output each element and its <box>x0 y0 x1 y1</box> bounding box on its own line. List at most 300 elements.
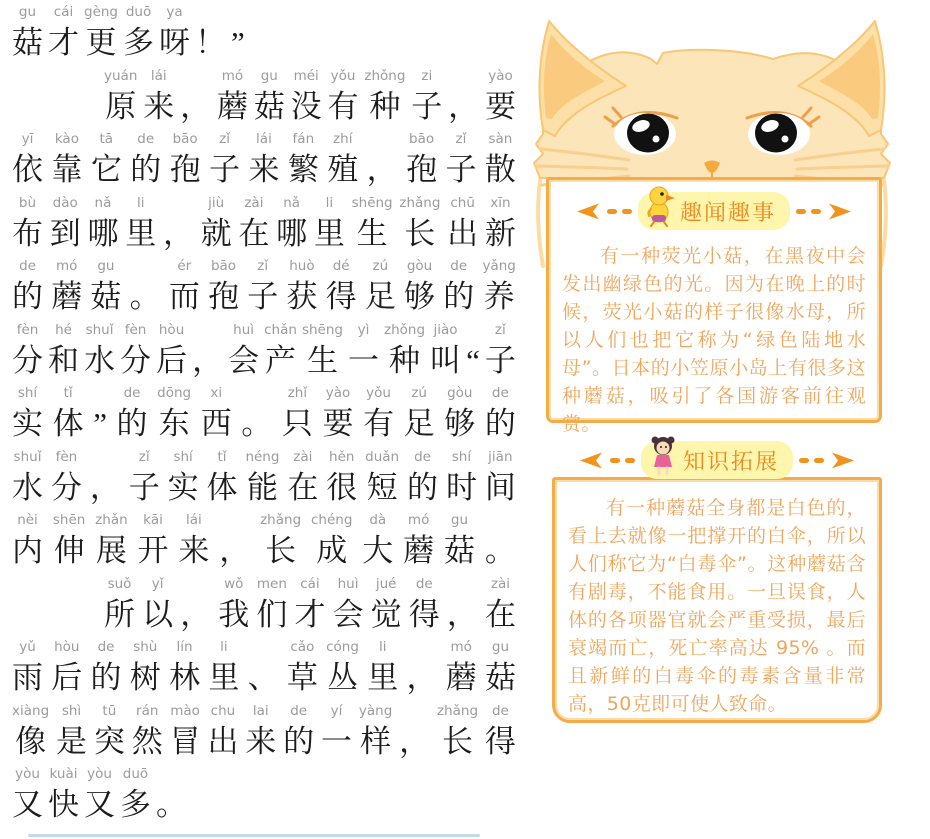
ruby-unit <box>443 257 474 317</box>
pinyin-syllable: zhǒng <box>364 67 406 84</box>
hanzi-char: 生 <box>306 342 338 378</box>
text-line <box>12 194 516 258</box>
pinyin-syllable: tǐ <box>63 385 73 401</box>
text-line <box>12 321 516 385</box>
pinyin-syllable: li <box>325 194 334 211</box>
ruby-unit <box>362 511 393 571</box>
hanzi-char: ” <box>93 406 107 441</box>
pinyin-syllable: yuán <box>104 67 138 84</box>
text-line <box>12 448 516 512</box>
pinyin-syllable: shēng <box>301 321 343 338</box>
hanzi-char: 内 <box>12 533 43 568</box>
ruby-unit <box>130 130 161 190</box>
ruby-unit <box>142 575 173 635</box>
pinyin-syllable: cái <box>300 575 320 592</box>
ruby-unit <box>485 638 516 698</box>
pinyin-syllable: de <box>491 702 509 719</box>
ruby-unit <box>287 448 318 508</box>
ruby-unit <box>286 257 317 317</box>
hanzi-char: 只 <box>281 406 313 441</box>
hanzi-char: 又 <box>12 787 43 822</box>
pinyin-syllable: dào <box>52 194 78 211</box>
ruby-unit <box>364 67 405 127</box>
pinyin-syllable: chǎn <box>264 321 297 338</box>
ruby-unit <box>404 384 435 444</box>
text-line <box>12 67 516 131</box>
pinyin-syllable: chu <box>210 702 236 719</box>
hanzi-char: 长 <box>265 533 297 568</box>
pinyin-syllable: yào <box>488 67 513 84</box>
hanzi-char: 所 <box>104 596 135 632</box>
pinyin-syllable: yǔ <box>19 639 36 655</box>
hanzi-char: 林 <box>169 660 201 695</box>
text-line <box>12 638 516 702</box>
hanzi-char: 里 <box>208 660 240 695</box>
hanzi-char: 获 <box>286 279 318 314</box>
hanzi-char: 成 <box>316 533 348 568</box>
pinyin-syllable: yào <box>325 385 351 401</box>
ruby-unit <box>169 638 200 698</box>
hanzi-char: 得 <box>484 723 516 759</box>
pinyin-syllable: zhǒng <box>384 321 426 338</box>
ruby-unit <box>156 765 187 825</box>
pinyin-syllable: de <box>97 639 115 655</box>
hanzi-char: 够 <box>444 406 476 441</box>
ruby-unit <box>180 67 211 127</box>
ruby-unit <box>12 702 49 762</box>
ruby-unit <box>51 130 82 190</box>
hanzi-char: 繁 <box>287 152 319 187</box>
hanzi-char: 快 <box>48 787 79 822</box>
ruby-unit <box>363 384 394 444</box>
text-line <box>12 384 516 448</box>
pinyin-syllable: lái <box>185 512 202 528</box>
hanzi-char: 多 <box>123 25 155 60</box>
hanzi-char: 西 <box>200 406 232 441</box>
hanzi-char: 殖 <box>327 152 359 187</box>
ruby-unit <box>448 67 479 127</box>
pinyin-syllable: zhǎng <box>436 702 479 719</box>
dash-icon <box>799 458 809 463</box>
hanzi-char: 又 <box>84 787 115 822</box>
pinyin-syllable: dōng <box>157 385 192 401</box>
pinyin-syllable: shí <box>451 448 472 465</box>
pinyin-syllable: néng <box>245 448 280 465</box>
pinyin-syllable: huò <box>289 258 315 274</box>
ruby-unit <box>248 638 279 698</box>
hanzi-char: 我 <box>218 596 250 632</box>
ruby-unit <box>311 511 352 571</box>
pinyin-syllable: zhí <box>333 131 353 147</box>
ruby-unit <box>209 130 240 190</box>
ruby-unit <box>48 765 79 825</box>
hanzi-char: 样 <box>360 723 392 759</box>
pinyin-syllable: dà <box>369 512 387 528</box>
hanzi-char: 多 <box>120 787 151 822</box>
hanzi-char: 蘑 <box>216 88 248 124</box>
hanzi-char: 子 <box>247 279 279 314</box>
pinyin-syllable: nǎ <box>94 194 112 211</box>
ruby-unit <box>283 702 314 762</box>
pinyin-syllable: jiù <box>208 194 225 211</box>
hanzi-char: 以 <box>142 596 174 632</box>
pinyin-syllable: gòu <box>447 385 473 401</box>
hanzi-char: 菇 <box>253 88 285 124</box>
ruby-unit <box>157 384 191 444</box>
pinyin-syllable: kào <box>54 131 79 147</box>
pinyin-syllable: lái <box>256 131 272 147</box>
hanzi-char: 才 <box>48 25 79 60</box>
pinyin-syllable: zhǐ <box>287 385 308 401</box>
pinyin-syllable: zú <box>372 258 389 274</box>
ruby-unit <box>48 3 79 63</box>
pinyin-syllable: de <box>414 448 431 465</box>
hanzi-char: ， <box>399 723 431 759</box>
text-line <box>12 575 516 639</box>
pinyin-syllable: duō <box>122 766 149 782</box>
hanzi-char: 散 <box>484 152 516 187</box>
pinyin-syllable: jiān <box>488 448 513 465</box>
ruby-unit <box>371 575 402 635</box>
ruby-unit <box>130 638 161 698</box>
pinyin-syllable: shí <box>17 385 38 401</box>
ruby-unit <box>208 257 239 317</box>
text-line <box>12 3 516 67</box>
main-text-column <box>12 3 516 829</box>
pinyin-syllable: gèng <box>84 4 119 20</box>
ruby-unit <box>51 257 82 317</box>
ruby-unit <box>248 130 279 190</box>
pinyin-syllable: yǐ <box>151 575 164 592</box>
ruby-unit <box>217 67 248 127</box>
hanzi-char: 。 <box>484 533 516 568</box>
ruby-unit <box>482 257 515 317</box>
hanzi-char: 原 <box>105 88 137 124</box>
hanzi-char: 生 <box>356 215 388 251</box>
pinyin-syllable: yǎng <box>482 258 516 274</box>
hanzi-char: 来 <box>178 533 210 568</box>
pinyin-syllable: xi <box>210 385 223 401</box>
hanzi-char: 展 <box>95 533 127 568</box>
pinyin-syllable: cái <box>53 4 74 20</box>
pinyin-syllable: ya <box>166 4 183 20</box>
ruby-unit <box>447 575 478 635</box>
pinyin-syllable: jué <box>375 575 397 592</box>
pinyin-syllable: de <box>491 385 509 401</box>
ruby-unit <box>130 257 161 317</box>
ruby-unit <box>365 448 399 508</box>
pinyin-syllable: rán <box>136 702 159 719</box>
ruby-unit <box>120 765 151 825</box>
pinyin-syllable: yǒu <box>330 67 356 84</box>
hanzi-char: 里 <box>367 660 399 695</box>
text-line <box>12 257 516 321</box>
ruby-unit <box>91 638 122 698</box>
ruby-unit <box>180 575 211 635</box>
ruby-unit <box>12 638 43 698</box>
pinyin-syllable: sàn <box>488 131 513 147</box>
hanzi-char: 得 <box>325 279 357 314</box>
pinyin-syllable: zǐ <box>257 258 269 274</box>
hanzi-char: 的 <box>130 152 162 187</box>
ruby-unit <box>218 575 249 635</box>
pinyin-syllable: li <box>220 639 228 655</box>
hanzi-char: 来 <box>245 723 277 759</box>
hanzi-char: 蘑 <box>445 660 477 695</box>
hanzi-char: 依 <box>12 152 43 187</box>
pinyin-syllable: zài <box>490 575 510 592</box>
pinyin-syllable: shí <box>173 448 193 465</box>
hanzi-char: 足 <box>403 406 435 441</box>
pinyin-syllable: nèi <box>17 512 38 528</box>
hanzi-char: 产 <box>265 342 297 378</box>
hanzi-char: 呀 <box>159 25 191 60</box>
ruby-unit <box>93 384 107 444</box>
hanzi-char: 体 <box>206 469 238 505</box>
hanzi-char: 哪 <box>276 215 308 251</box>
ruby-unit <box>12 257 43 317</box>
hanzi-char: 布 <box>12 215 43 251</box>
ruby-unit <box>430 321 461 381</box>
pinyin-syllable: zi <box>421 67 433 84</box>
knowledge-text: 有一种蘑菇全身都是白色的，看上去就像一把撑开的白伞，所以人们称它为“白毒伞”。这种蘑菇含有剧毒，不能食用。一旦误食，人体的各项器官就会严重受损，最后衰竭而亡，死亡率高达 95% 。而且新鲜的白毒伞的毒素含量非常高，50克即可使人致命。 <box>568 497 866 715</box>
ruby-unit <box>485 702 516 762</box>
dash-icon <box>610 458 620 463</box>
text-line <box>12 702 516 766</box>
ruby-unit <box>446 448 477 508</box>
ruby-unit <box>365 257 396 317</box>
ruby-unit <box>156 321 187 381</box>
pinyin-syllable: zǐ <box>138 448 150 465</box>
pinyin-syllable: cǎo <box>290 639 315 655</box>
ruby-unit <box>90 257 121 317</box>
hanzi-char: 的 <box>484 406 516 441</box>
ruby-unit <box>485 575 516 635</box>
ruby-unit <box>247 257 278 317</box>
ruby-unit <box>406 638 437 698</box>
ruby-unit <box>12 130 43 190</box>
pinyin-syllable: men <box>256 575 287 592</box>
hanzi-char: 是 <box>56 723 87 759</box>
hanzi-char: 大 <box>362 533 394 568</box>
pinyin-syllable: gu <box>491 639 510 655</box>
ruby-unit <box>125 194 156 254</box>
hanzi-char: 分 <box>12 342 43 378</box>
hanzi-char: ！ <box>195 25 227 60</box>
pinyin-syllable: hěn <box>329 448 355 465</box>
hanzi-char: 草 <box>286 660 318 695</box>
ruby-unit <box>328 67 359 127</box>
pinyin-syllable: huì <box>233 321 255 338</box>
hanzi-char: 孢 <box>169 152 201 187</box>
hanzi-char: 分 <box>50 469 82 505</box>
pinyin-syllable: yǒu <box>366 385 391 401</box>
pinyin-syllable: de <box>19 258 36 274</box>
ruby-unit <box>403 511 434 571</box>
pinyin-syllable: mó <box>55 258 78 274</box>
ruby-unit <box>168 448 199 508</box>
pinyin-syllable: gòu <box>406 258 433 274</box>
hanzi-char: 长 <box>442 723 473 759</box>
pinyin-syllable: ér <box>177 258 192 274</box>
pinyin-syllable: bāo <box>409 131 435 147</box>
hanzi-char: 要 <box>322 406 354 441</box>
hanzi-char: 里 <box>125 215 157 251</box>
hanzi-char: 和 <box>48 342 80 378</box>
ruby-unit <box>327 130 358 190</box>
hanzi-char: 蘑 <box>403 533 435 568</box>
ruby-unit <box>12 321 43 381</box>
hanzi-char: 出 <box>207 723 239 759</box>
pinyin-syllable: dé <box>332 258 350 274</box>
ruby-unit <box>367 638 398 698</box>
hanzi-char: 来 <box>143 88 175 124</box>
ruby-unit <box>238 194 269 254</box>
ruby-unit <box>256 575 287 635</box>
ruby-unit <box>326 257 357 317</box>
pinyin-syllable: de <box>123 385 141 401</box>
ruby-unit <box>485 67 516 127</box>
page-edge-line <box>28 834 480 837</box>
ruby-unit <box>254 67 285 127</box>
hanzi-char: ， <box>180 596 212 632</box>
pinyin-syllable: lái <box>150 67 167 84</box>
fun-facts-title: 趣闻趣事 <box>679 200 776 226</box>
hanzi-char: 靠 <box>51 152 83 187</box>
hanzi-char: 们 <box>256 596 288 632</box>
ruby-unit <box>138 511 169 571</box>
right-arrow-icon <box>827 203 851 220</box>
hanzi-char: 开 <box>137 533 169 568</box>
ruby-unit <box>287 638 318 698</box>
ruby-unit <box>294 575 325 635</box>
text-line <box>12 130 516 194</box>
ruby-unit <box>48 321 79 381</box>
pinyin-syllable: fèn <box>124 321 147 338</box>
ruby-unit <box>348 321 379 381</box>
ruby-unit <box>94 702 125 762</box>
ruby-unit <box>447 194 478 254</box>
ruby-unit <box>231 3 245 63</box>
ruby-unit <box>437 702 478 762</box>
ruby-unit <box>444 511 475 571</box>
ruby-unit <box>201 194 232 254</box>
hanzi-char: 没 <box>290 88 322 124</box>
dash-icon <box>814 458 824 463</box>
hanzi-char: 足 <box>364 279 396 314</box>
hanzi-char: 很 <box>326 469 358 505</box>
ruby-unit <box>51 638 82 698</box>
ruby-unit <box>406 130 437 190</box>
ruby-unit <box>159 3 190 63</box>
pinyin-syllable: zú <box>411 385 427 401</box>
pinyin-syllable: bù <box>18 194 37 211</box>
ruby-unit <box>282 384 313 444</box>
pinyin-syllable: suǒ <box>107 575 132 592</box>
hanzi-char: 分 <box>120 342 152 378</box>
ruby-unit <box>322 384 353 444</box>
pinyin-syllable: zhǎng <box>399 194 441 211</box>
ruby-unit <box>228 321 259 381</box>
hanzi-char: 有 <box>327 88 359 124</box>
ruby-unit <box>120 321 151 381</box>
ruby-unit <box>53 511 85 571</box>
dash-icon <box>607 209 617 214</box>
pinyin-syllable: fèn <box>16 321 39 338</box>
left-arrow-icon <box>580 452 604 469</box>
hanzi-char: 丛 <box>327 660 359 695</box>
pinyin-syllable: chū <box>450 194 475 211</box>
pinyin-syllable: hé <box>55 321 72 338</box>
hanzi-char: 觉 <box>370 596 402 632</box>
pinyin-syllable: fán <box>292 131 315 147</box>
pinyin-syllable: nǎ <box>283 194 301 211</box>
pinyin-syllable: yòu <box>87 766 112 782</box>
hanzi-char: 水 <box>12 469 43 505</box>
hanzi-char: 它 <box>90 152 122 187</box>
ruby-unit <box>90 448 121 508</box>
pinyin-syllable: bāo <box>172 131 198 147</box>
ruby-unit <box>169 257 200 317</box>
hanzi-char: 的 <box>12 279 43 314</box>
dash-icon <box>625 458 635 463</box>
hanzi-char: 叫 <box>430 342 462 378</box>
hanzi-char: 而 <box>168 279 200 314</box>
left-arrow-icon <box>577 203 601 220</box>
dash-icon <box>796 209 806 214</box>
ruby-unit <box>326 448 357 508</box>
ruby-unit <box>485 130 516 190</box>
ruby-unit <box>104 575 135 635</box>
ruby-unit <box>12 448 43 508</box>
pinyin-syllable: zhǎng <box>260 512 302 528</box>
hanzi-char: 树 <box>129 660 161 695</box>
pinyin-syllable: gu <box>18 4 37 20</box>
hanzi-char: “ <box>466 342 480 378</box>
hanzi-char: 东 <box>158 406 190 441</box>
hanzi-char: 实 <box>12 406 43 441</box>
hanzi-char: 的 <box>443 279 475 314</box>
pinyin-syllable: gu <box>450 512 469 528</box>
pinyin-syllable: gu <box>97 258 115 274</box>
ruby-unit <box>333 575 364 635</box>
hanzi-char: 的 <box>116 406 148 441</box>
hanzi-char: 后 <box>156 342 188 378</box>
hanzi-char: 的 <box>90 660 122 695</box>
pinyin-syllable: mó <box>450 639 472 655</box>
hanzi-char: 来 <box>248 152 280 187</box>
pinyin-syllable: li <box>136 194 145 211</box>
ruby-unit <box>444 384 475 444</box>
pinyin-syllable: bāo <box>210 258 237 274</box>
fun-facts-header <box>546 192 882 230</box>
hanzi-char: 短 <box>366 469 398 505</box>
pinyin-syllable: cóng <box>326 639 359 655</box>
hanzi-char: 能 <box>246 469 278 505</box>
ruby-unit <box>208 638 239 698</box>
hanzi-char: 到 <box>49 215 81 251</box>
ruby-unit <box>367 130 398 190</box>
pinyin-syllable: tǐ <box>217 448 227 465</box>
text-line <box>12 511 516 575</box>
pinyin-syllable: lín <box>176 639 193 655</box>
ruby-unit <box>466 321 480 381</box>
hanzi-char: 体 <box>52 406 84 441</box>
pinyin-syllable: xiàng <box>12 702 50 719</box>
ruby-unit <box>485 194 516 254</box>
ruby-unit <box>359 702 392 762</box>
ruby-unit <box>445 130 476 190</box>
